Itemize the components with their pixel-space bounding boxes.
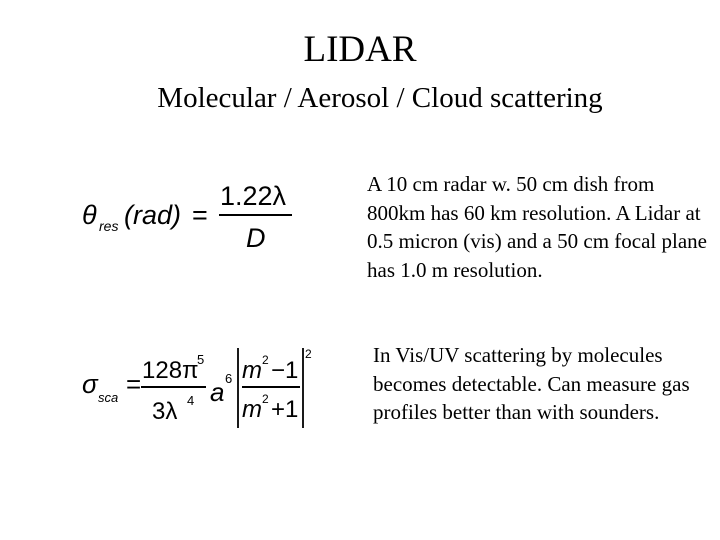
outer-exponent: 2 <box>305 347 312 361</box>
scattering-detection-text: In Vis/UV scattering by molecules becomes detectable. Can measure gas profiles better than with sounders. <box>373 343 690 424</box>
inner-numerator-m: m <box>242 357 262 384</box>
inner-numerator-tail: −1 <box>271 357 299 384</box>
radar-lidar-comparison-text: A 10 cm radar w. 50 cm dish from 800km has 60 km resolution. A Lidar at 0.5 micron (vis) and a 50 cm focal plane has 1.0 m resolution. <box>367 172 707 282</box>
factor-a: a <box>210 377 225 407</box>
inner-denominator-m: m <box>242 396 262 423</box>
numerator-exponent: 5 <box>197 352 205 367</box>
sigma-symbol: σ <box>82 369 98 399</box>
scattering-equation <box>80 340 330 440</box>
resolution-equation <box>80 170 320 260</box>
inner-numerator-exponent: 2 <box>262 353 269 367</box>
numerator-text: 1.22λ <box>220 181 287 211</box>
res-subscript: res <box>99 218 119 234</box>
numerator-text: 128π <box>142 357 199 384</box>
slide-subtitle: Molecular / Aerosol / Cloud scattering <box>157 82 603 114</box>
equals-sign: = <box>126 369 142 399</box>
factor-exponent: 6 <box>225 371 233 386</box>
slide-title: LIDAR <box>303 29 417 70</box>
sca-subscript: sca <box>98 390 119 405</box>
inner-denominator-exponent: 2 <box>262 392 269 406</box>
denominator-exponent: 4 <box>187 393 195 408</box>
denominator-text: 3λ <box>152 398 178 425</box>
equals-sign: = <box>192 200 208 230</box>
denominator-text: D <box>246 223 266 253</box>
theta-symbol: θ <box>82 200 97 230</box>
rad-argument: (rad) <box>124 200 182 230</box>
inner-denominator-tail: +1 <box>271 396 299 423</box>
